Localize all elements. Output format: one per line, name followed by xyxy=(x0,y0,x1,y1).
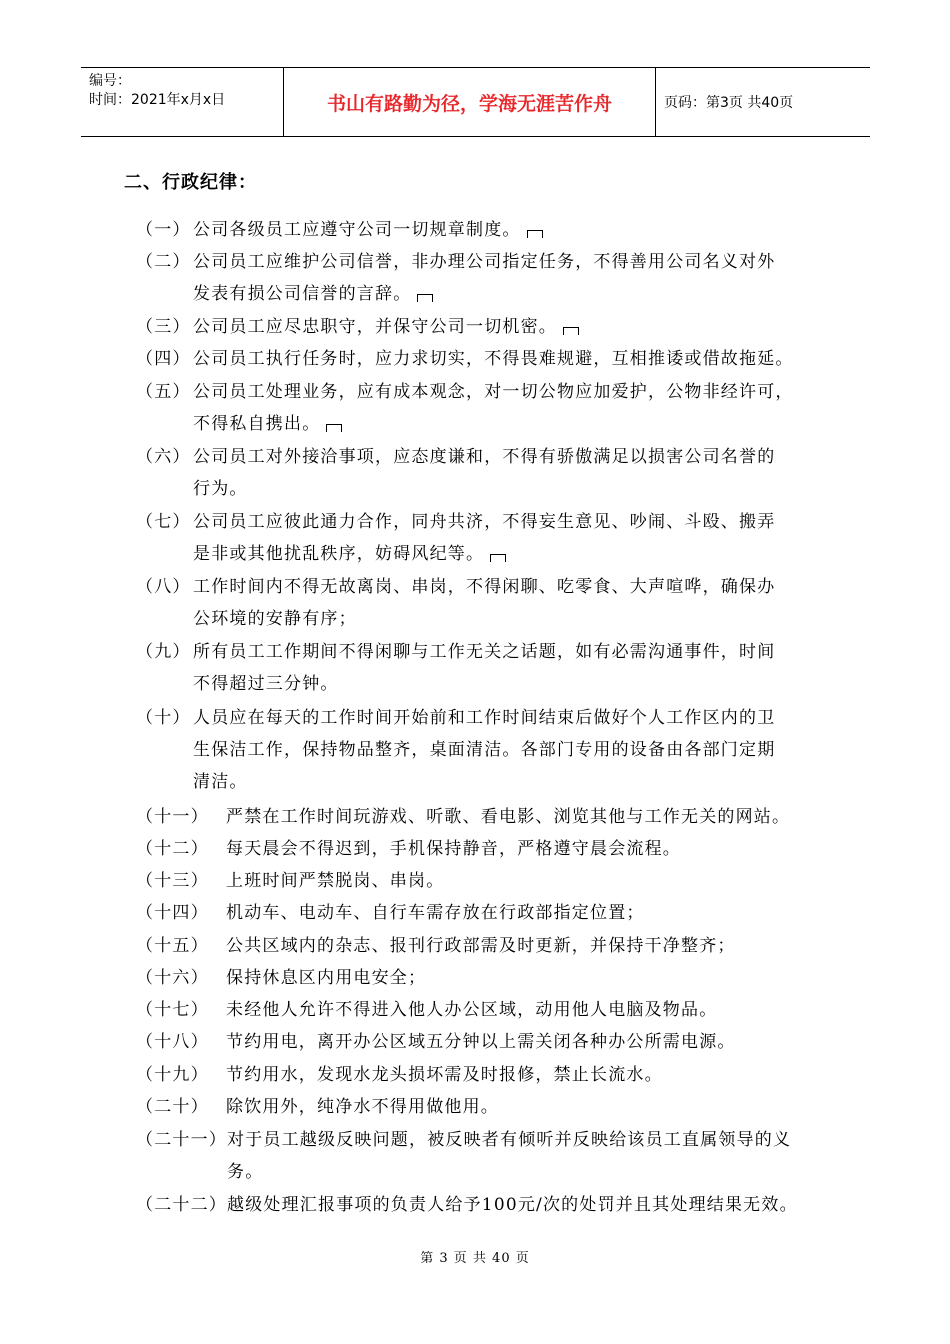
rule-item xyxy=(136,702,876,798)
rule-text-line: 所有员工工作期间不得闲聊与工作无关之话题，如有必需沟通事件，时间 xyxy=(193,642,776,662)
rule-number: （二） xyxy=(136,252,191,272)
rule-text-line: 清洁。 xyxy=(193,772,248,792)
document-date-label: 时间：2021年x月x日 xyxy=(89,92,226,108)
paragraph-mark-icon xyxy=(490,554,506,562)
rule-text-line: 发表有损公司信誉的言辞。 xyxy=(193,278,876,310)
header-info xyxy=(81,68,283,136)
rule-item xyxy=(136,865,876,897)
rule-number: （二十） xyxy=(136,1097,209,1117)
rule-item xyxy=(136,636,876,700)
paragraph-mark-icon xyxy=(527,230,543,238)
rule-number: （二十一） xyxy=(136,1130,227,1150)
rule-text-line: 公司员工应彼此通力合作，同舟共济，不得妄生意见、吵闹、斗殴、搬弄 xyxy=(193,512,776,532)
rule-text-line: 不得超过三分钟。 xyxy=(193,674,339,694)
rule-number: （十二） xyxy=(136,839,209,859)
rule-number: （十八） xyxy=(136,1032,209,1052)
rule-text-line: 公司员工对外接洽事项，应态度谦和，不得有骄傲满足以损害公司名誉的 xyxy=(193,447,776,467)
rule-number: （十四） xyxy=(136,903,209,923)
rule-text-line: 未经他人允许不得进入他人办公区域，动用他人电脑及物品。 xyxy=(226,1000,718,1020)
rule-item xyxy=(136,376,876,440)
rule-text-line: 公司员工处理业务，应有成本观念，对一切公物应加爱护，公物非经许可， xyxy=(193,382,794,402)
rule-number: （四） xyxy=(136,349,191,369)
rule-number: （七） xyxy=(136,512,191,532)
rule-item xyxy=(136,311,876,343)
rule-number: （十） xyxy=(136,708,191,728)
rule-number: （十七） xyxy=(136,1000,209,1020)
rule-number: （十六） xyxy=(136,968,209,988)
rule-text-line: 越级处理汇报事项的负责人给予100元/次的处罚并且其处理结果无效。 xyxy=(227,1195,798,1215)
rule-item xyxy=(136,571,876,635)
rule-text-line: 保持休息区内用电安全； xyxy=(226,968,427,988)
rule-item xyxy=(136,246,876,310)
rule-text-line: 机动车、电动车、自行车需存放在行政部指定位置； xyxy=(226,903,645,923)
rule-text-line: 节约用电，离开办公区域五分钟以上需关闭各种办公所需电源。 xyxy=(226,1032,736,1052)
paragraph-mark-icon xyxy=(326,424,342,432)
document-number-label: 编号： xyxy=(89,73,131,89)
rule-item xyxy=(136,833,876,865)
rule-number: （二十二） xyxy=(136,1195,227,1215)
rule-text-line: 公司员工应维护公司信誉，非办理公司指定任务，不得善用公司名义对外 xyxy=(193,252,776,272)
page-footer: 第 3 页 共 40 页 xyxy=(420,1251,530,1266)
rule-item xyxy=(136,930,876,962)
paragraph-mark-icon xyxy=(417,294,433,302)
rule-text-line: 上班时间严禁脱岗、串岗。 xyxy=(226,871,445,891)
rule-number: （六） xyxy=(136,447,191,467)
rule-text-line: 公共区域内的杂志、报刊行政部需及时更新，并保持干净整齐； xyxy=(226,936,736,956)
rule-text-line: 务。 xyxy=(227,1162,264,1182)
rule-item xyxy=(136,1189,876,1221)
rule-text-line: 节约用水，发现水龙头损坏需及时报修，禁止长流水。 xyxy=(226,1065,663,1085)
rule-number: （五） xyxy=(136,382,191,402)
paragraph-mark-icon xyxy=(563,327,579,335)
rule-text-line: 公司员工执行任务时，应力求切实，不得畏难规避，互相推诿或借故拖延。 xyxy=(193,349,794,369)
rule-text-line: 每天晨会不得迟到，手机保持静音，严格遵守晨会流程。 xyxy=(226,839,681,859)
rule-number: （八） xyxy=(136,577,191,597)
rule-text-line: 生保洁工作，保持物品整齐，桌面清洁。各部门专用的设备由各部门定期 xyxy=(193,740,776,760)
rule-item xyxy=(136,441,876,505)
rule-item xyxy=(136,343,876,375)
rule-item xyxy=(136,1124,876,1188)
rule-text-line: 行为。 xyxy=(193,479,248,499)
rule-text-line: 除饮用外，纯净水不得用做他用。 xyxy=(226,1097,499,1117)
rule-text-line: 公环境的安静有序； xyxy=(193,609,357,629)
rule-number: （一） xyxy=(136,220,191,240)
rule-item xyxy=(136,801,876,833)
rule-item xyxy=(136,214,876,246)
rule-text-line: 人员应在每天的工作时间开始前和工作时间结束后做好个人工作区内的卫 xyxy=(193,708,776,728)
header-motto: 书山有路勤为径，学海无涯苦作舟 xyxy=(283,68,656,136)
rule-number: （十一） xyxy=(136,807,209,827)
rule-number: （三） xyxy=(136,317,191,337)
rule-item xyxy=(136,1091,876,1123)
rule-item xyxy=(136,897,876,929)
rule-text-line: 公司各级员工应遵守公司一切规章制度。 xyxy=(193,214,876,246)
rule-text-line: 对于员工越级反映问题，被反映者有倾听并反映给该员工直属领导的义 xyxy=(227,1130,792,1150)
rule-text-line: 不得私自携出。 xyxy=(193,408,876,440)
rule-item xyxy=(136,1026,876,1058)
header-page-number: 页码：第3页 共40页 xyxy=(664,95,794,111)
rule-number: （十九） xyxy=(136,1065,209,1085)
page-header xyxy=(81,67,870,137)
rule-item xyxy=(136,506,876,570)
rule-text-line: 是非或其他扰乱秩序，妨碍风纪等。 xyxy=(193,538,876,570)
section-title: 二、行政纪律： xyxy=(124,172,257,193)
rule-number: （十五） xyxy=(136,936,209,956)
rule-item xyxy=(136,1059,876,1091)
rule-item xyxy=(136,994,876,1026)
rule-text-line: 公司员工应尽忠职守，并保守公司一切机密。 xyxy=(193,311,876,343)
rule-item xyxy=(136,962,876,994)
rule-text-line: 严禁在工作时间玩游戏、听歌、看电影、浏览其他与工作无关的网站。 xyxy=(226,807,791,827)
rule-number: （九） xyxy=(136,642,191,662)
rule-text-line: 工作时间内不得无故离岗、串岗，不得闲聊、吃零食、大声喧哗，确保办 xyxy=(193,577,776,597)
rule-number: （十三） xyxy=(136,871,209,891)
